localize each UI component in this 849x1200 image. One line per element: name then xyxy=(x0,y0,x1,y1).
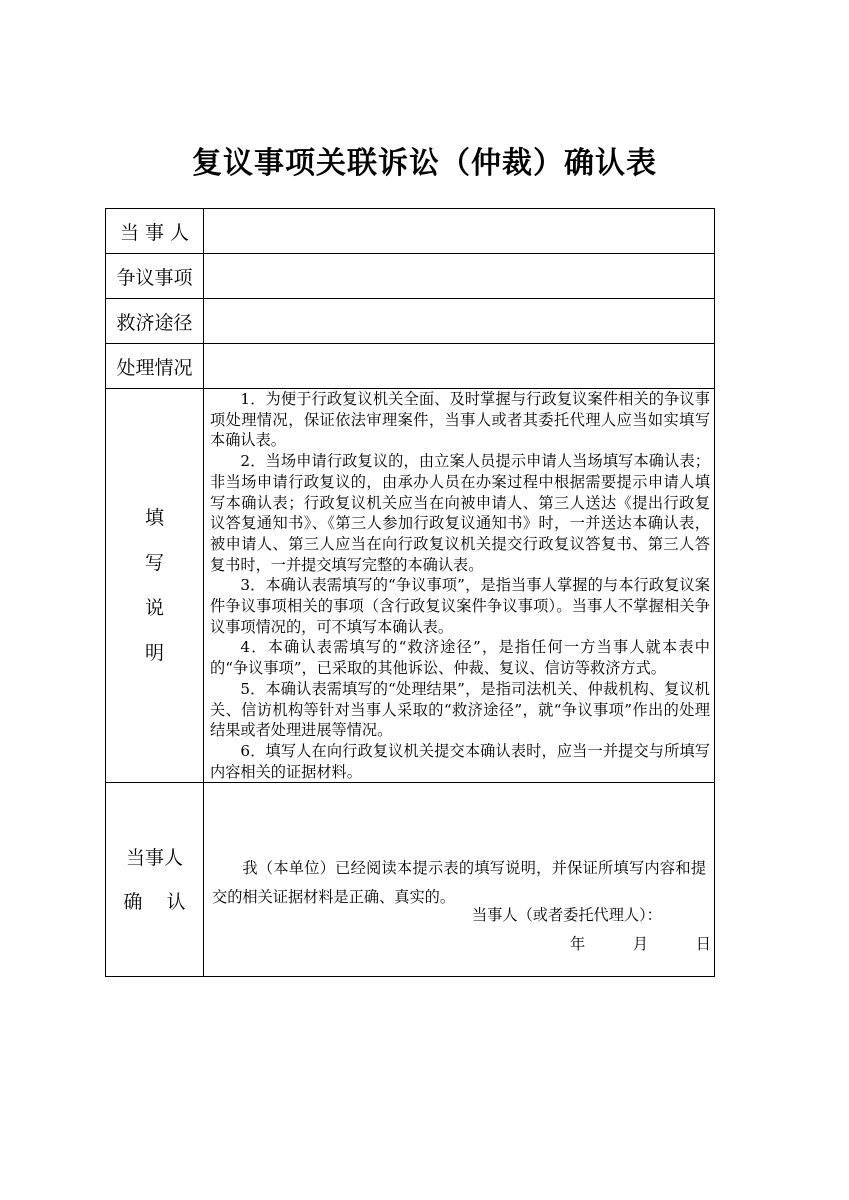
instruction-item: 2．当场申请行政复议的，由立案人员提示申请人当场填写本确认表；非当场申请行政复议的，由承办人员在办案过程中根据需要提示申请人填写本确认表；行政复议机关应当在向被申请人、第三人送达《提出行政复议答复通知书》、《第三人参加行政复议通知书》时，一并送达本确认表，被申请人、第三人应当在向行政复议机关提交行政复议答复书、第三人答复书时，一并提交填写完整的本确认表。 xyxy=(210,452,710,574)
instructions-label-char: 写 xyxy=(144,551,164,574)
form-row-instructions xyxy=(106,389,715,783)
instruction-item: 3．本确认表需填写的“争议事项”，是指当事人掌握的与本行政复议案件争议事项相关的事项（含行政复议案件争议事项）。当事人不掌握相关争议事项情况的，可不填写本确认表。 xyxy=(210,576,710,636)
dispute-field[interactable] xyxy=(204,254,715,299)
confirmation-label-line2: 确 认 xyxy=(123,890,186,913)
form-row-remedy xyxy=(106,299,715,344)
handling-field[interactable] xyxy=(204,344,715,389)
instructions-label-char: 说 xyxy=(144,596,164,619)
form-row-dispute xyxy=(106,254,715,299)
party-label: 当 事 人 xyxy=(106,209,204,254)
date-month: 月 xyxy=(632,935,649,954)
signer-label: 当事人（或者委托代理人）： xyxy=(472,906,662,925)
confirmation-label xyxy=(106,783,204,977)
party-field[interactable] xyxy=(204,209,715,254)
instructions-label xyxy=(106,389,204,783)
page-title: 复议事项关联诉讼（仲裁）确认表 xyxy=(192,146,657,181)
instructions-label-char: 明 xyxy=(144,641,164,664)
instructions-label-char: 填 xyxy=(144,506,164,529)
form-row-party xyxy=(106,209,715,254)
instruction-item: 5．本确认表需填写的“处理结果”，是指司法机关、仲裁机构、复议机关、信访机构等针对当事人采取的“救济途径”，就“争议事项”作出的处理结果或者处理进展等情况。 xyxy=(210,679,710,740)
dispute-label: 争议事项 xyxy=(106,254,204,299)
instruction-item: 6．填写人在向行政复议机关提交本确认表时，应当一并提交与所填写内容相关的证据材料。 xyxy=(210,741,710,781)
handling-label: 处理情况 xyxy=(106,344,204,389)
remedy-field[interactable] xyxy=(204,299,715,344)
date-year: 年 xyxy=(570,935,586,954)
date-line xyxy=(570,933,711,954)
date-day: 日 xyxy=(695,935,711,954)
confirmation-content xyxy=(204,783,715,977)
remedy-label: 救济途径 xyxy=(106,299,204,344)
instruction-item: 4．本确认表需填写的“救济途径”，是指任何一方当事人就本表中的“争议事项”，已采取的其他诉讼、仲裁、复议、信访等救济方式。 xyxy=(210,638,710,678)
confirmation-statement: 我（本单位）已经阅读本提示表的填写说明，并保证所填写内容和提交的相关证据材料是正确、真实的。 xyxy=(212,859,706,907)
form-row-handling xyxy=(106,344,715,389)
form-row-confirmation xyxy=(106,783,715,977)
instruction-item: 1．为便于行政复议机关全面、及时掌握与行政复议案件相关的争议事项处理情况，保证依法审理案件，当事人或者其委托代理人应当如实填写本确认表。 xyxy=(210,390,710,450)
confirmation-form-table xyxy=(105,208,715,977)
instructions-content xyxy=(204,389,715,783)
confirmation-label-line1: 当事人 xyxy=(125,846,183,869)
